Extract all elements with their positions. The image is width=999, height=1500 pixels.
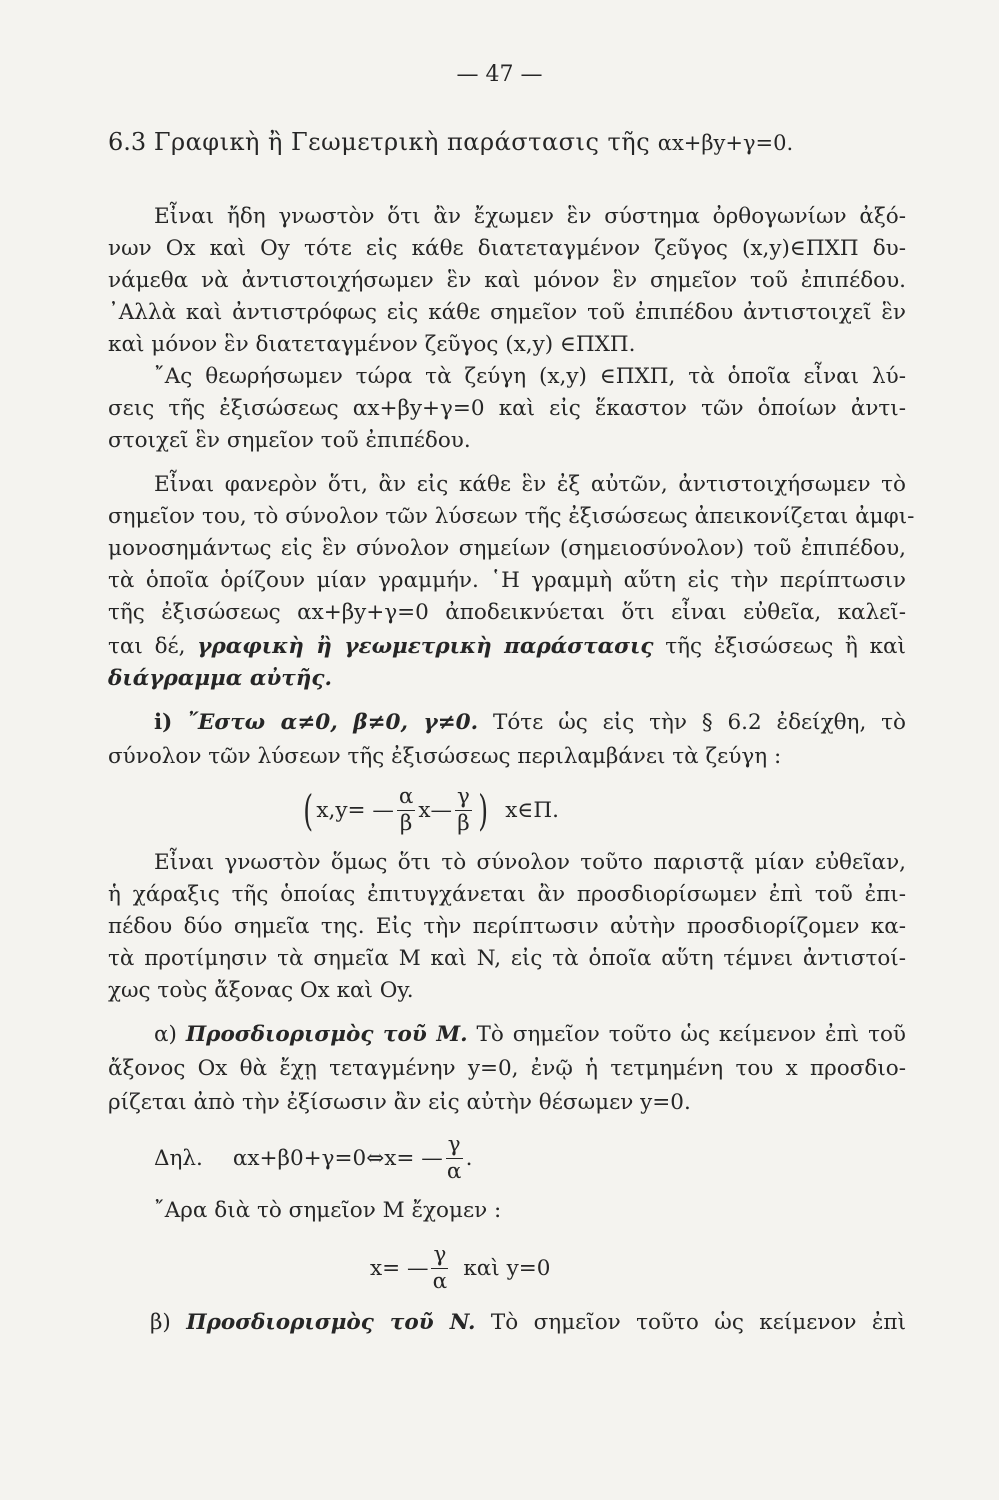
line-text: Τὸ σημεῖον τοῦτο ὡς κείμενον ἐπὶ τοῦ — [476, 1022, 906, 1047]
text-line: ῎Αρα διὰ τὸ σημεῖον M ἔχομεν : — [154, 1198, 502, 1223]
text-line: μονοσημάντως εἰς ἓν σύνολον σημείων (σημειοσύνολον) τοῦ ἐπιπέδου, — [108, 536, 906, 561]
formula-m: Δηλ. αx+β0+γ=0⇔x= — $\frac{\gamma}{\alpha}$ . — [154, 1132, 473, 1184]
text-line: ρίζεται ἀπὸ τὴν ἐξίσωσιν ἂν εἰς αὐτὴν θέσωμεν y=0. — [108, 1090, 691, 1115]
text-line: νων Ox καὶ Oy τότε εἰς κάθε διατεταγμένον ζεῦγος (x,y)∈ΠΧΠ δυ- — [108, 236, 906, 261]
text-line: ᾿Αλλὰ καὶ ἀντιστρόφως εἰς κάθε σημεῖον τοῦ ἐπιπέδου ἀντιστοιχεῖ ἓν — [108, 300, 906, 325]
line-text: τῆς ἐξισώσεως ἢ καὶ — [665, 634, 906, 659]
case-condition: ῎Εστω α≠0, β≠0, γ≠0. — [187, 710, 479, 735]
section-number: 6.3 — [108, 128, 147, 156]
formula-text: x,y= — — [316, 798, 394, 823]
text-line: σεις τῆς ἐξισώσεως αx+βy+γ=0 καὶ εἰς ἕκαστον τῶν ὁποίων ἀντι- — [108, 396, 906, 421]
sub-title: Προσδιορισμὸς τοῦ M. — [185, 1022, 468, 1047]
subheading-a — [154, 1020, 906, 1050]
case-heading — [154, 708, 906, 738]
line-text: Τότε ὡς εἰς τὴν § 6.2 ἐδείχθη, τὸ — [493, 710, 906, 735]
sub-title: Προσδιορισμὸς τοῦ N. — [186, 1310, 476, 1335]
formula-text: x∈Π. — [505, 798, 559, 823]
text-line: πέδου δύο σημεῖα της. Εἰς τὴν περίπτωσιν αὐτὴν προσδιορίζομεν κα- — [108, 914, 906, 939]
text-line: ἡ χάραξις τῆς ὁποίας ἐπιτυγχάνεται ἂν προσδιορίσωμεν ἐπὶ τοῦ ἐπι- — [108, 882, 906, 907]
text-line: καὶ μόνον ἓν διατεταγμένον ζεῦγος (x,y) ∈ΠΧΠ. — [108, 332, 636, 357]
text-line: σημεῖον του, τὸ σύνολον τῶν λύσεων τῆς ἐξισώσεως ἀπεικονίζεται ἀμφι- — [108, 504, 915, 529]
case-label: i) — [154, 710, 173, 735]
fraction: $\frac{\gamma}{\beta}$ — [457, 784, 470, 836]
subheading-b — [150, 1308, 906, 1338]
text-line: σύνολον τῶν λύσεων τῆς ἐξισώσεως περιλαμβάνει τὰ ζεύγη : — [108, 744, 782, 769]
text-line: νάμεθα νὰ ἀντιστοιχήσωμεν ἓν καὶ μόνον ἓν σημεῖον τοῦ ἐπιπέδου. — [108, 268, 906, 293]
text-line: τὰ προτίμησιν τὰ σημεῖα M καὶ N, εἰς τὰ ὁποῖα αὕτη τέμνει ἀντιστοί- — [108, 946, 906, 971]
formula-text: x— — [418, 798, 453, 823]
text-line: Εἶναι ἤδη γνωστὸν ὅτι ἂν ἔχωμεν ἓν σύστημα ὀρθογωνίων ἀξό- — [154, 204, 906, 229]
text-line: στοιχεῖ ἓν σημεῖον τοῦ ἐπιπέδου. — [108, 428, 471, 453]
formula-text: Δηλ. — [154, 1146, 203, 1171]
text-line: χως τοὺς ἄξονας Ox καὶ Oy. — [108, 978, 414, 1003]
section-title: Γραφικὴ ἢ Γεωμετρικὴ παράστασις τῆς — [153, 128, 651, 156]
line-text: ται δέ, — [108, 634, 186, 659]
sub-label: β) — [150, 1310, 171, 1335]
text-line: Εἶναι γνωστὸν ὅμως ὅτι τὸ σύνολον τοῦτο παριστᾷ μίαν εὐθεῖαν, — [154, 850, 906, 875]
section-equation: αx+βy+γ=0. — [657, 131, 794, 155]
fraction: $\frac{\gamma}{\alpha}$ — [446, 1132, 462, 1184]
line-text: Τὸ σημεῖον τοῦτο ὡς κείμενον ἐπὶ — [490, 1310, 906, 1335]
page-number: — 47 — — [456, 62, 543, 87]
text-line: τῆς ἐξισώσεως αx+βy+γ=0 ἀποδεικνύεται ὅτι εἶναι εὐθεῖα, καλεῖ- — [108, 600, 906, 625]
section-heading — [108, 128, 793, 156]
text-line: ἄξονος Ox θὰ ἔχῃ τεταγμένην y=0, ἐνῷ ἡ τετμημένη του x προσδιο- — [108, 1056, 906, 1081]
text-line — [108, 632, 906, 662]
fraction: $\frac{\gamma}{\alpha}$ — [432, 1242, 448, 1294]
formula-text: x= — — [370, 1256, 429, 1281]
emphasis-term: διάγραμμα αὐτῆς. — [108, 666, 332, 691]
emphasis-term: γραφικὴ ἢ γεωμετρικὴ παράστασις — [197, 634, 654, 659]
text-line: τὰ ὁποῖα ὁρίζουν μίαν γραμμήν. ῾Η γραμμὴ αὕτη εἰς τὴν περίπτωσιν — [108, 568, 906, 593]
fraction: $\frac{\alpha}{\beta}$ — [398, 784, 414, 836]
text-line: ῎Ας θεωρήσωμεν τώρα τὰ ζεύγη (x,y) ∈ΠΧΠ, τὰ ὁποῖα εἶναι λύ- — [154, 364, 906, 389]
formula-m-coords — [370, 1242, 550, 1295]
formula-text: καὶ y=0 — [463, 1256, 551, 1281]
sub-label: α) — [154, 1022, 177, 1047]
formula-text: αx+β0+γ=0⇔x= — — [232, 1146, 443, 1171]
text-line: Εἶναι φανερὸν ὅτι, ἂν εἰς κάθε ἓν ἐξ αὐτῶν, ἀντιστοιχήσωμεν τὸ — [154, 472, 906, 497]
solution-set-formula: ( x,y= — $\frac{\alpha}{\beta}$ x— $\frac{\gamma}{\beta}$ ) x∈Π. — [303, 784, 559, 836]
